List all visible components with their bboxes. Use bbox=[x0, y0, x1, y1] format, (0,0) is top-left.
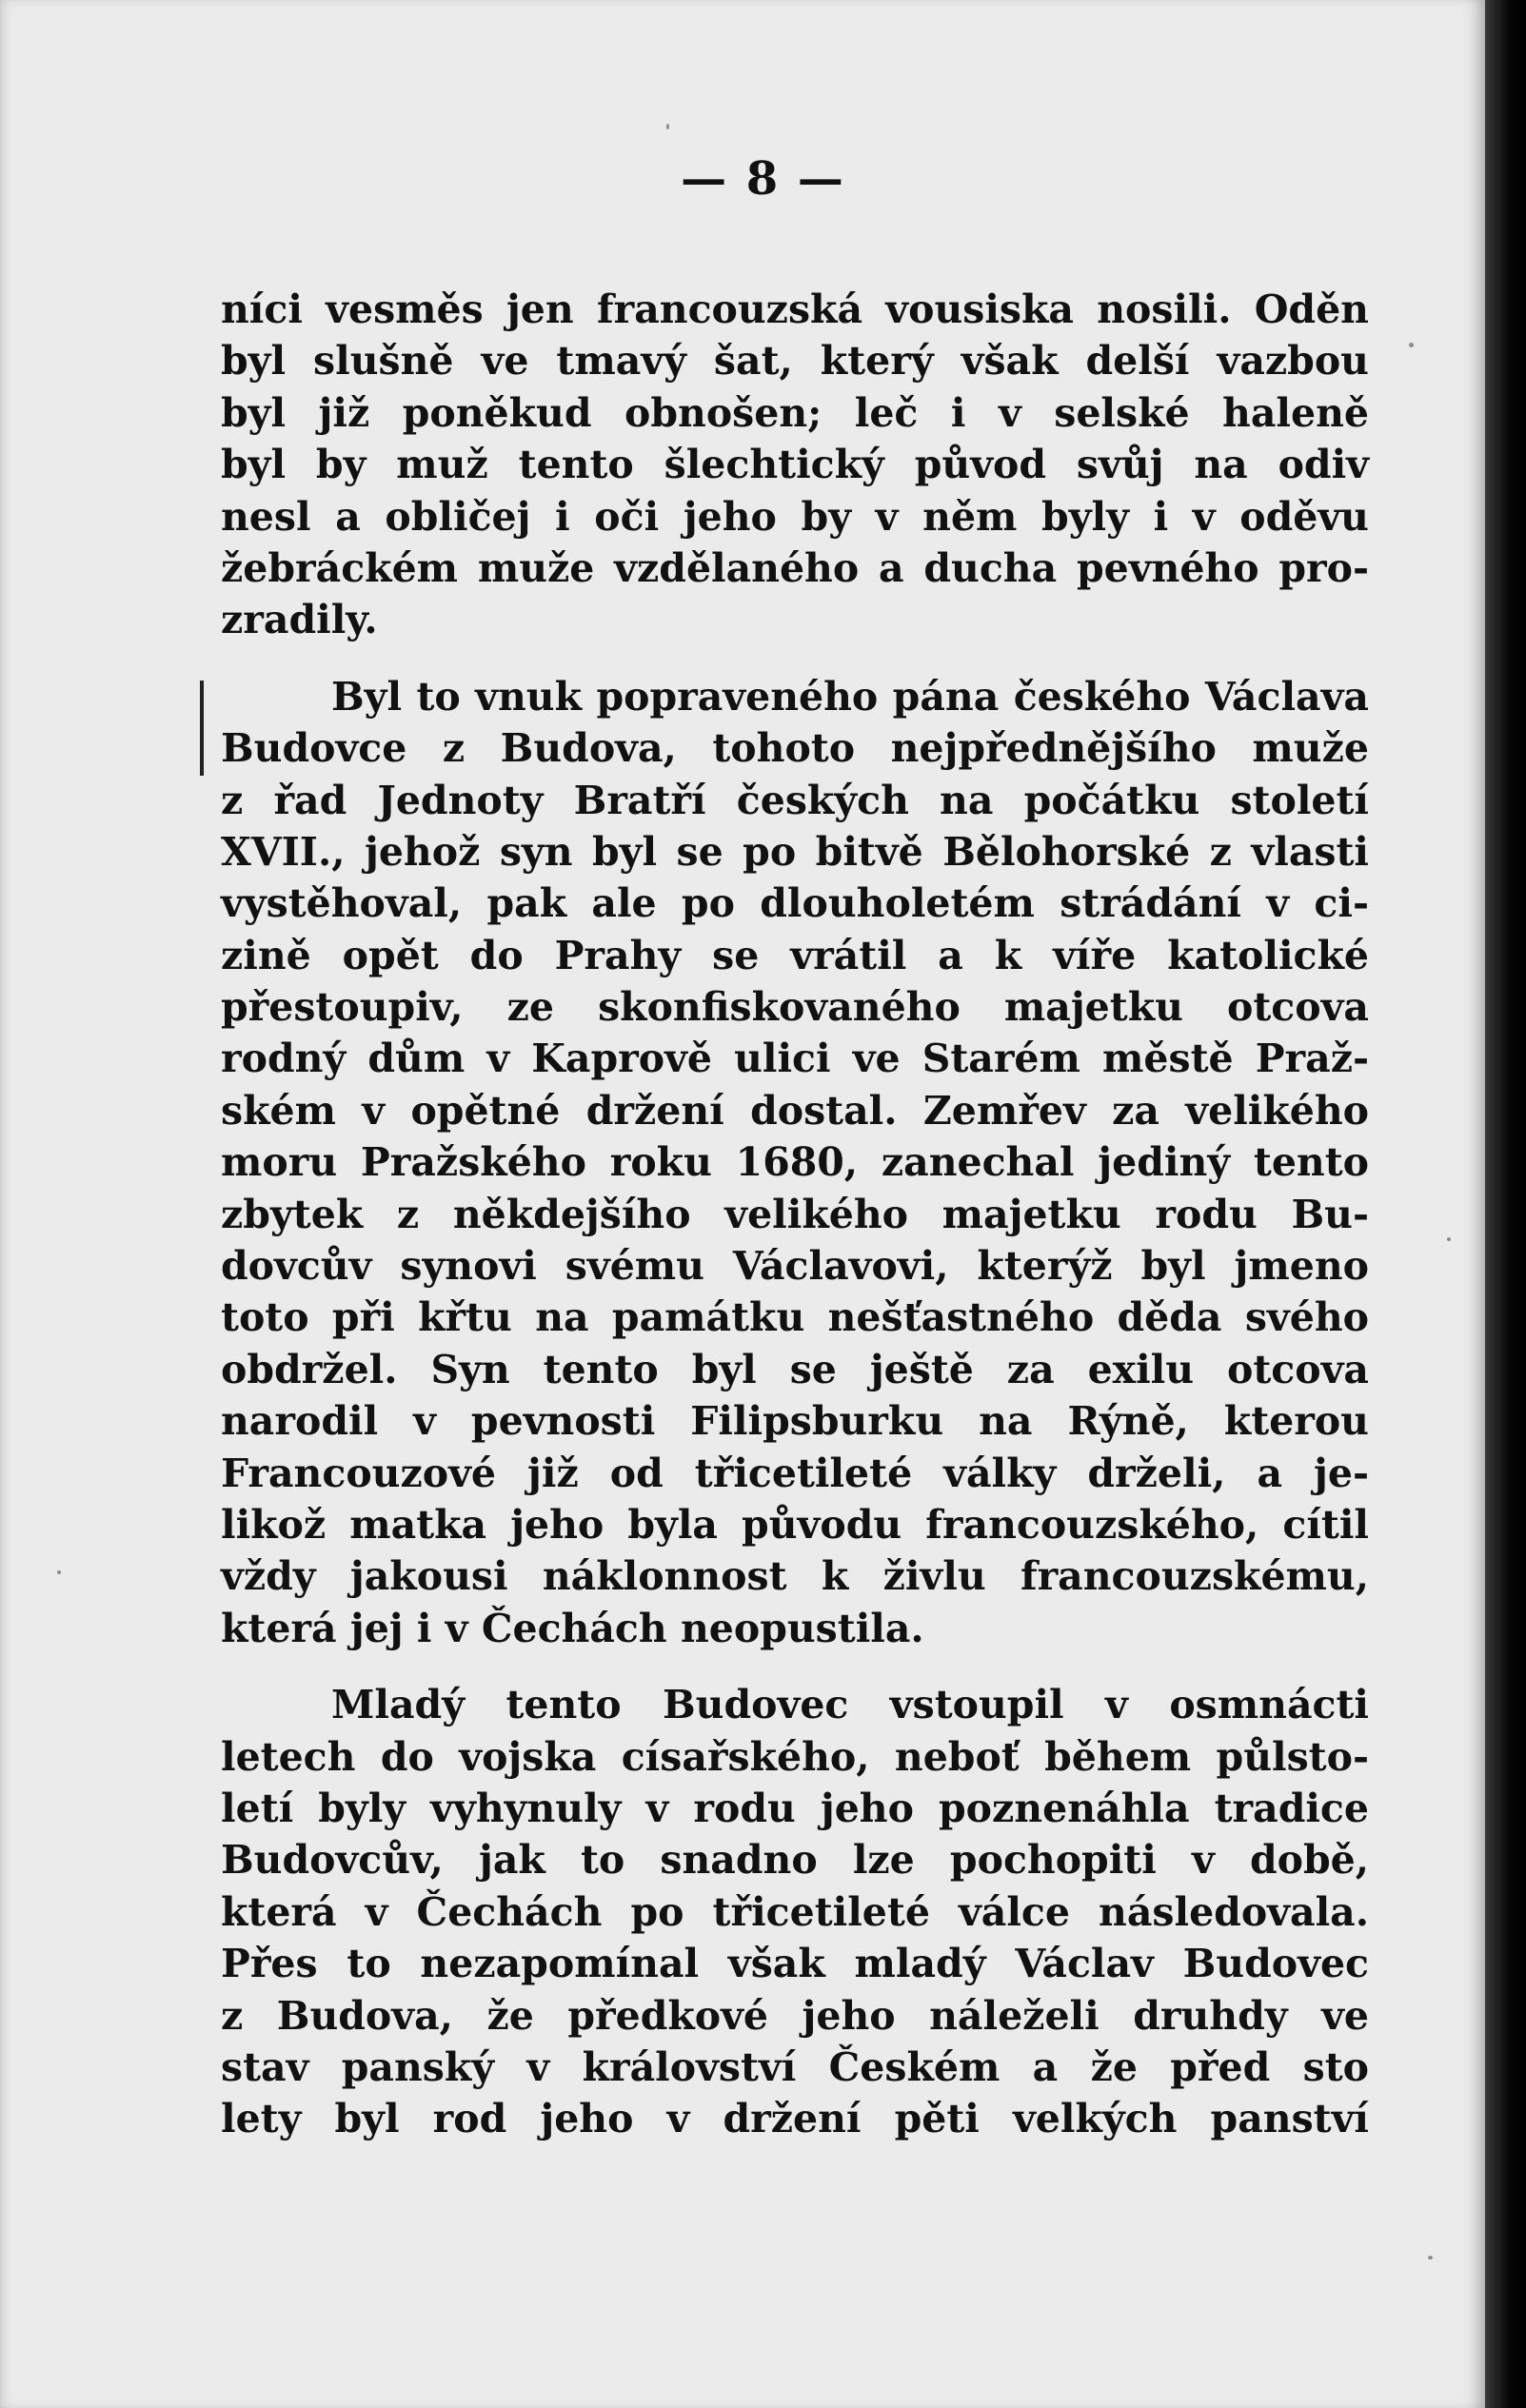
text-line: nesl a obličej i oči jeho by v něm byly i v oděvu bbox=[221, 493, 1369, 540]
paper-speck bbox=[57, 1570, 61, 1574]
margin-pencil-mark bbox=[200, 681, 204, 776]
text-line: z Budova, že předkové jeho náleželi druhdy ve bbox=[221, 1992, 1369, 2039]
text-line: Byl to vnuk popraveného pána českého Václava bbox=[331, 673, 1369, 720]
paragraph-2 bbox=[221, 671, 1369, 1654]
text-line: z řad Jednoty Bratří českých na počátku století bbox=[221, 777, 1369, 823]
paper-speck bbox=[1409, 343, 1414, 347]
paper-speck bbox=[1447, 1237, 1451, 1241]
body-text bbox=[221, 284, 1369, 2145]
text-line: níci vesměs jen francouzská vousiska nosili. Oděn bbox=[221, 286, 1369, 332]
paragraph-gap bbox=[221, 1654, 1369, 1679]
text-line: dovcův synovi svému Václavovi, kterýž byl jmeno bbox=[221, 1243, 1369, 1290]
paper-speck bbox=[1428, 2256, 1433, 2260]
text-line: XVII., jehož syn byl se po bitvě Bělohorské z vlasti bbox=[221, 828, 1369, 875]
text-line: rodný dům v Kaprově ulici ve Starém městě Praž- bbox=[221, 1036, 1369, 1082]
text-line: byl by muž tento šlechtický původ svůj na odiv bbox=[221, 442, 1369, 488]
text-line: vystěhoval, pak ale po dlouholetém strádání v ci- bbox=[221, 880, 1369, 927]
text-line: byl slušně ve tmavý šat, který však delší vazbou bbox=[221, 338, 1369, 385]
text-line: Budovcův, jak to snadno lze pochopiti v době, bbox=[221, 1837, 1369, 1884]
text-line: žebráckém muže vzdělaného a ducha pevného pro- bbox=[221, 544, 1369, 591]
text-line: ském v opětné držení dostal. Zemřev za velikého bbox=[221, 1087, 1369, 1134]
text-line: zině opět do Prahy se vrátil a k víře katolické bbox=[221, 932, 1369, 978]
text-line: Přes to nezapomínal však mladý Václav Budovec bbox=[221, 1941, 1369, 1987]
text-line: obdržel. Syn tento byl se ještě za exilu otcova bbox=[221, 1346, 1369, 1392]
text-line: byl již poněkud obnošen; leč i v selské haleně bbox=[221, 389, 1369, 436]
text-line: letech do vojska císařského, neboť během půlsto- bbox=[221, 1733, 1369, 1780]
text-line: přestoupiv, ze skonfiskovaného majetku otcova bbox=[221, 984, 1369, 1031]
text-line: narodil v pevnosti Filipsburku na Rýně, kterou bbox=[221, 1398, 1369, 1445]
text-line: Francouzové již od třicetileté války drželi, a je- bbox=[221, 1450, 1369, 1496]
text-line: Mladý tento Budovec vstoupil v osmnácti bbox=[331, 1682, 1369, 1728]
text-line: vždy jakousi náklonnost k živlu francouzskému, bbox=[221, 1553, 1369, 1600]
text-line: která v Čechách po třicetileté válce následovala. bbox=[221, 1888, 1369, 1935]
text-line: toto při křtu na památku nešťastného děda svého bbox=[221, 1294, 1369, 1341]
paragraph-3 bbox=[221, 1679, 1369, 2145]
page-number: — 8 — bbox=[681, 152, 845, 206]
text-line: zbytek z někdejšího velikého majetku rodu Bu- bbox=[221, 1191, 1369, 1237]
text-line: likož matka jeho byla původu francouzského, cítil bbox=[221, 1501, 1369, 1548]
text-line: moru Pražského roku 1680, zanechal jediný tento bbox=[221, 1139, 1369, 1186]
text-line: lety byl rod jeho v držení pěti velkých panství bbox=[221, 2096, 1369, 2142]
paragraph-1 bbox=[221, 284, 1369, 646]
text-line: která jej i v Čechách neopustila. bbox=[221, 1605, 924, 1651]
text-line: letí byly vyhynuly v rodu jeho poznenáhla tradice bbox=[221, 1785, 1369, 1831]
text-line: Budovce z Budova, tohoto nejpřednějšího muže bbox=[221, 725, 1369, 772]
paragraph-gap bbox=[221, 646, 1369, 671]
scan-dark-edge bbox=[1485, 0, 1526, 2408]
paper-speck bbox=[666, 124, 669, 129]
text-line: stav panský v království Českém a že před sto bbox=[221, 2043, 1369, 2090]
text-line: zradily. bbox=[221, 597, 378, 643]
